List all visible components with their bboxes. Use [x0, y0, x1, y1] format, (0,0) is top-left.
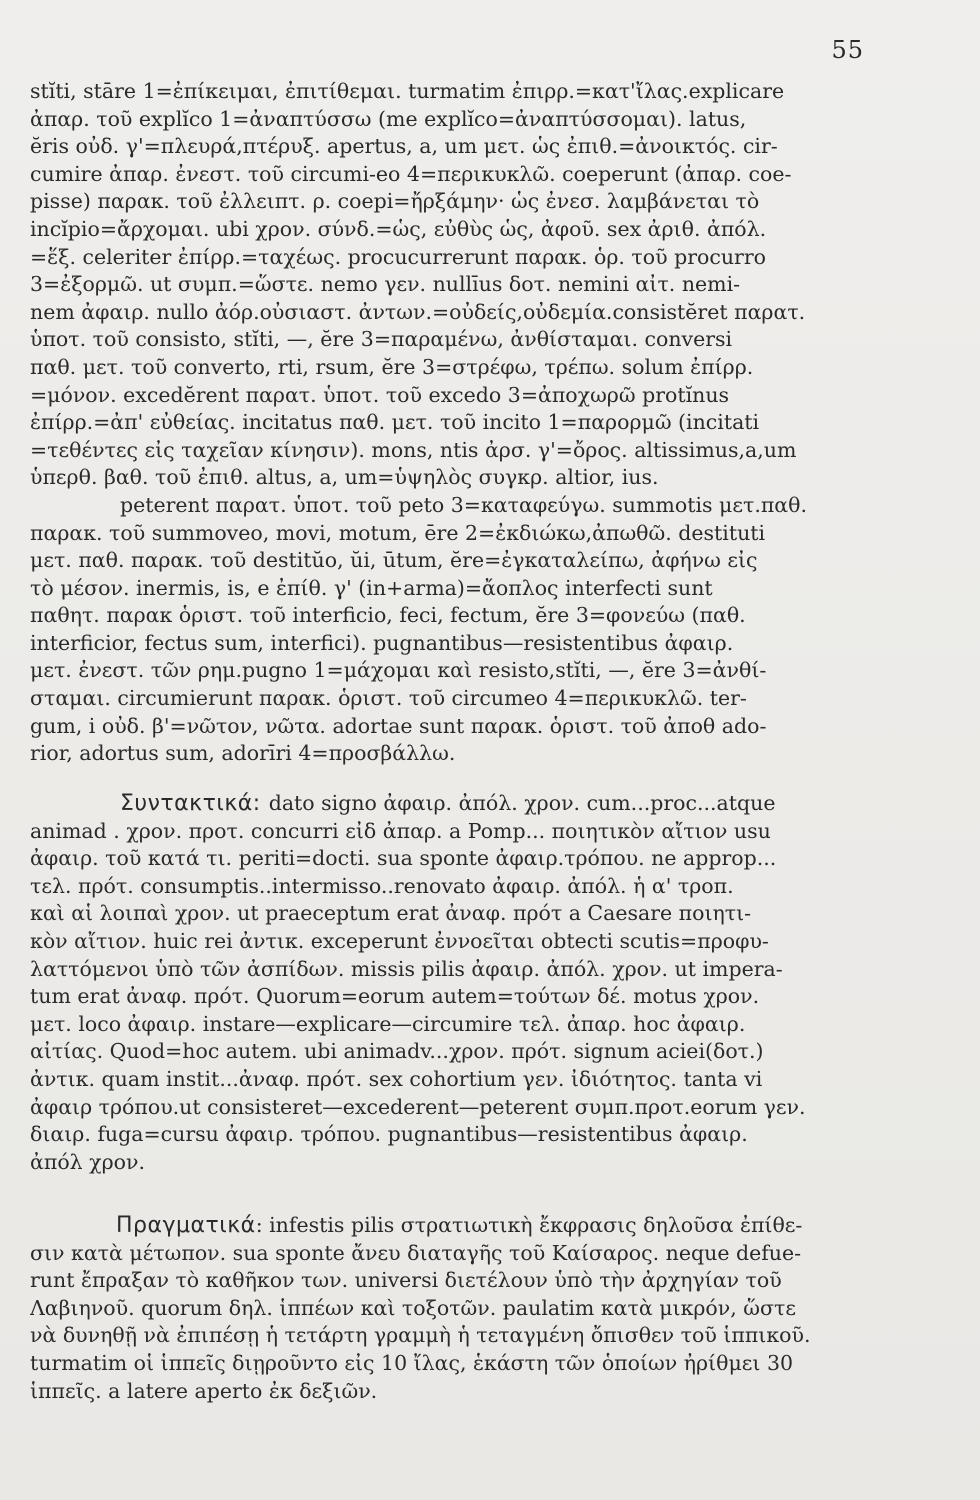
- text-line: ἐπίρρ.=ἀπ' εὐθείας. incitatus παθ. μετ. τοῦ incito 1=παρορμῶ (incitati: [30, 410, 760, 435]
- syntax-section: [30, 790, 935, 1176]
- text-line: τελ. πρότ. consumptis..intermisso..renovato ἀφαιρ. ἀπόλ. ἡ α' τροπ.: [30, 873, 734, 898]
- text-line: 3=ἐξορμῶ. ut συμπ.=ὥστε. nemo γεν. nullīus δοτ. nemini αἰτ. nemi-: [30, 272, 741, 297]
- page-number: 55: [831, 36, 864, 64]
- text-line: runt ἔπραξαν τὸ καθῆκον των. universi διετέλουν ὑπὸ τὴν ἀρχηγίαν τοῦ: [30, 1268, 782, 1293]
- text-line: κὸν αἴτιον. huic rei ἀντικ. exceperunt ἐννοεῖται obtecti scutis=προφυ-: [30, 928, 769, 953]
- text-line: παθ. μετ. τοῦ converto, rti, rsum, ĕre 3=στρέφω, τρέπω. solum ἐπίρρ.: [30, 354, 754, 379]
- realia-first-line-text: : infestis pilis στρατιωτικὴ ἔκφρασις δηλοῦσα ἐπίθε-: [255, 1213, 803, 1237]
- syntax-heading: Συντακτικά:: [120, 791, 261, 816]
- text-line: gum, i οὐδ. β'=νῶτον, νῶτα. adortae sunt παρακ. ὁριστ. τοῦ ἀποθ ado-: [30, 713, 767, 738]
- text-line: ἀφαιρ. τοῦ κατά τι. periti=docti. sua sponte ἀφαιρ.τρόπου. ne approp...: [30, 846, 777, 871]
- text-line: tum erat ἀναφ. πρότ. Quorum=eorum autem=τούτων δέ. motus χρον.: [30, 984, 760, 1009]
- text-line: rior, adortus sum, adorīri 4=προσβάλλω.: [30, 741, 456, 766]
- text-line: μετ. παθ. παρακ. τοῦ destitŭo, ŭi, ūtum, ĕre=ἐγκαταλείπω, ἀφήνω εἰς: [30, 548, 758, 573]
- syntax-first-line-text: dato signo ἀφαιρ. ἀπόλ. χρον. cum...proc...atque: [268, 791, 776, 815]
- text-line: μετ. ἐνεστ. τῶν ρημ.pugno 1=μάχομαι καὶ resisto,stĭti, —, ĕre 3=ἀνθί-: [30, 658, 767, 683]
- text-line: λαττόμενοι ὑπὸ τῶν ἀσπίδων. missis pilis ἀφαιρ. ἀπόλ. χρον. ut impera-: [30, 956, 783, 981]
- text-line: =ἕξ. celeriter ἐπίρρ.=ταχέως. procucurrerunt παρακ. ὁρ. τοῦ procurro: [30, 244, 766, 269]
- realia-first-line: [30, 1212, 935, 1240]
- syntax-first-line: [30, 790, 935, 818]
- text-line: νὰ δυνηθῇ νὰ ἐπιπέσῃ ἡ τετάρτη γραμμὴ ἡ τεταγμένη ὄπισθεν τοῦ ἱππικοῦ.: [30, 1323, 811, 1348]
- text-line: stĭti, stāre 1=ἐπίκειμαι, ἐπιτίθεμαι. turmatim ἐπιρρ.=κατ'ἴλας.explicare: [30, 79, 785, 103]
- realia-section: [30, 1212, 935, 1405]
- text-line: turmatim οἱ ἱππεῖς διῃροῦντο εἰς 10 ἴλας, ἑκάστη τῶν ὁποίων ἠρίθμει 30: [30, 1350, 794, 1375]
- text-line: =τεθέντες εἰς ταχεῖαν κίνησιν). mons, ntis ἀρσ. γ'=ὄρος. altissimus,a,um: [30, 437, 797, 462]
- text-line: incĭpio=ἄρχομαι. ubi χρον. σύνδ.=ὡς, εὐθὺς ὡς, ἀφοῦ. sex ἀριθ. ἀπόλ.: [30, 216, 767, 241]
- text-line: ἀπαρ. τοῦ explĭco 1=ἀναπτύσσω (me explĭco=ἀναπτύσσομαι). latus,: [30, 106, 747, 131]
- text-line: ĕris οὐδ. γ'=πλευρά,πτέρυξ. apertus, a, um μετ. ὡς ἐπιθ.=ἀνοικτός. cir-: [30, 134, 778, 159]
- text-line-indented: peterent παρατ. ὑποτ. τοῦ peto 3=καταφεύγω. summotis μετ.παθ.: [120, 492, 808, 517]
- vocabulary-section: [30, 78, 935, 768]
- text-line: ὑπερθ. βαθ. τοῦ ἐπιθ. altus, a, um=ὑψηλὸς συγκρ. altior, ius.: [30, 465, 659, 490]
- text-line: αἰτίας. Quod=hoc autem. ubi animadv...χρον. πρότ. signum aciei(δοτ.): [30, 1039, 764, 1064]
- text-line: cumire ἀπαρ. ἐνεστ. τοῦ circumi-eo 4=περικυκλῶ. coeperunt (ἀπαρ. coe-: [30, 161, 792, 186]
- realia-heading: Πραγματικά: [116, 1213, 256, 1238]
- text-line: σιν κατὰ μέτωπον. sua sponte ἄνευ διαταγῆς τοῦ Καίσαρος. neque defue-: [30, 1240, 802, 1265]
- text-line: ὑποτ. τοῦ consisto, stĭti, —, ĕre 3=παραμένω, ἀνθίσταμαι. conversi: [30, 327, 733, 352]
- text-line: Λαβιηνοῦ. quorum δηλ. ἱππέων καὶ τοξοτῶν. paulatim κατὰ μικρόν, ὥστε: [30, 1295, 796, 1320]
- text-line: παθητ. παρακ ὁριστ. τοῦ interficio, feci, fectum, ĕre 3=φονεύω (παθ.: [30, 603, 746, 628]
- text-line: =μόνον. excedĕrent παρατ. ὑποτ. τοῦ excedo 3=ἀποχωρῶ protĭnus: [30, 382, 730, 407]
- text-line: ἱππεῖς. a latere aperto ἐκ δεξιῶν.: [30, 1378, 378, 1403]
- text-line: ἀπόλ χρον.: [30, 1149, 145, 1174]
- text-line: nem ἀφαιρ. nullo ἀόρ.οὐσιαστ. ἀντων.=οὐδείς,οὐδεμία.consistĕret παρατ.: [30, 299, 806, 324]
- text-line: παρακ. τοῦ summoveo, movi, motum, ēre 2=ἐκδιώκω,ἀπωθῶ. destituti: [30, 520, 766, 545]
- text-line: animad . χρον. προτ. concurri εἰδ ἀπαρ. a Pomp... ποιητικὸν αἴτιον usu: [30, 818, 771, 843]
- text-line: τὸ μέσον. inermis, is, e ἐπίθ. γ' (in+arma)=ἄοπλος interfecti sunt: [30, 575, 713, 600]
- text-line: ἀφαιρ τρόπου.ut consisteret—excederent—peterent συμπ.προτ.eorum γεν.: [30, 1094, 806, 1119]
- text-line: σταμαι. circumierunt παρακ. ὁριστ. τοῦ circumeo 4=περικυκλῶ. ter-: [30, 686, 747, 711]
- text-line: pisse) παρακ. τοῦ ἐλλειπτ. ρ. coepi=ἤρξάμην· ὡς ἐνεσ. λαμβάνεται τὸ: [30, 189, 760, 214]
- text-line: καὶ αἱ λοιπαὶ χρον. ut praeceptum erat ἀναφ. πρότ a Caesare ποιητι-: [30, 901, 752, 926]
- text-line: interficior, fectus sum, interfici). pugnantibus—resistentibus ἀφαιρ.: [30, 630, 734, 655]
- text-line: διαιρ. fuga=cursu ἀφαιρ. τρόπου. pugnantibus—resistentibus ἀφαιρ.: [30, 1122, 748, 1147]
- text-line: μετ. loco ἀφαιρ. instare—explicare—circumire τελ. ἀπαρ. hoc ἀφαιρ.: [30, 1011, 746, 1036]
- text-line: ἀντικ. quam instit...ἀναφ. πρότ. sex cohortium γεν. ἰδιότητος. tanta vi: [30, 1066, 763, 1091]
